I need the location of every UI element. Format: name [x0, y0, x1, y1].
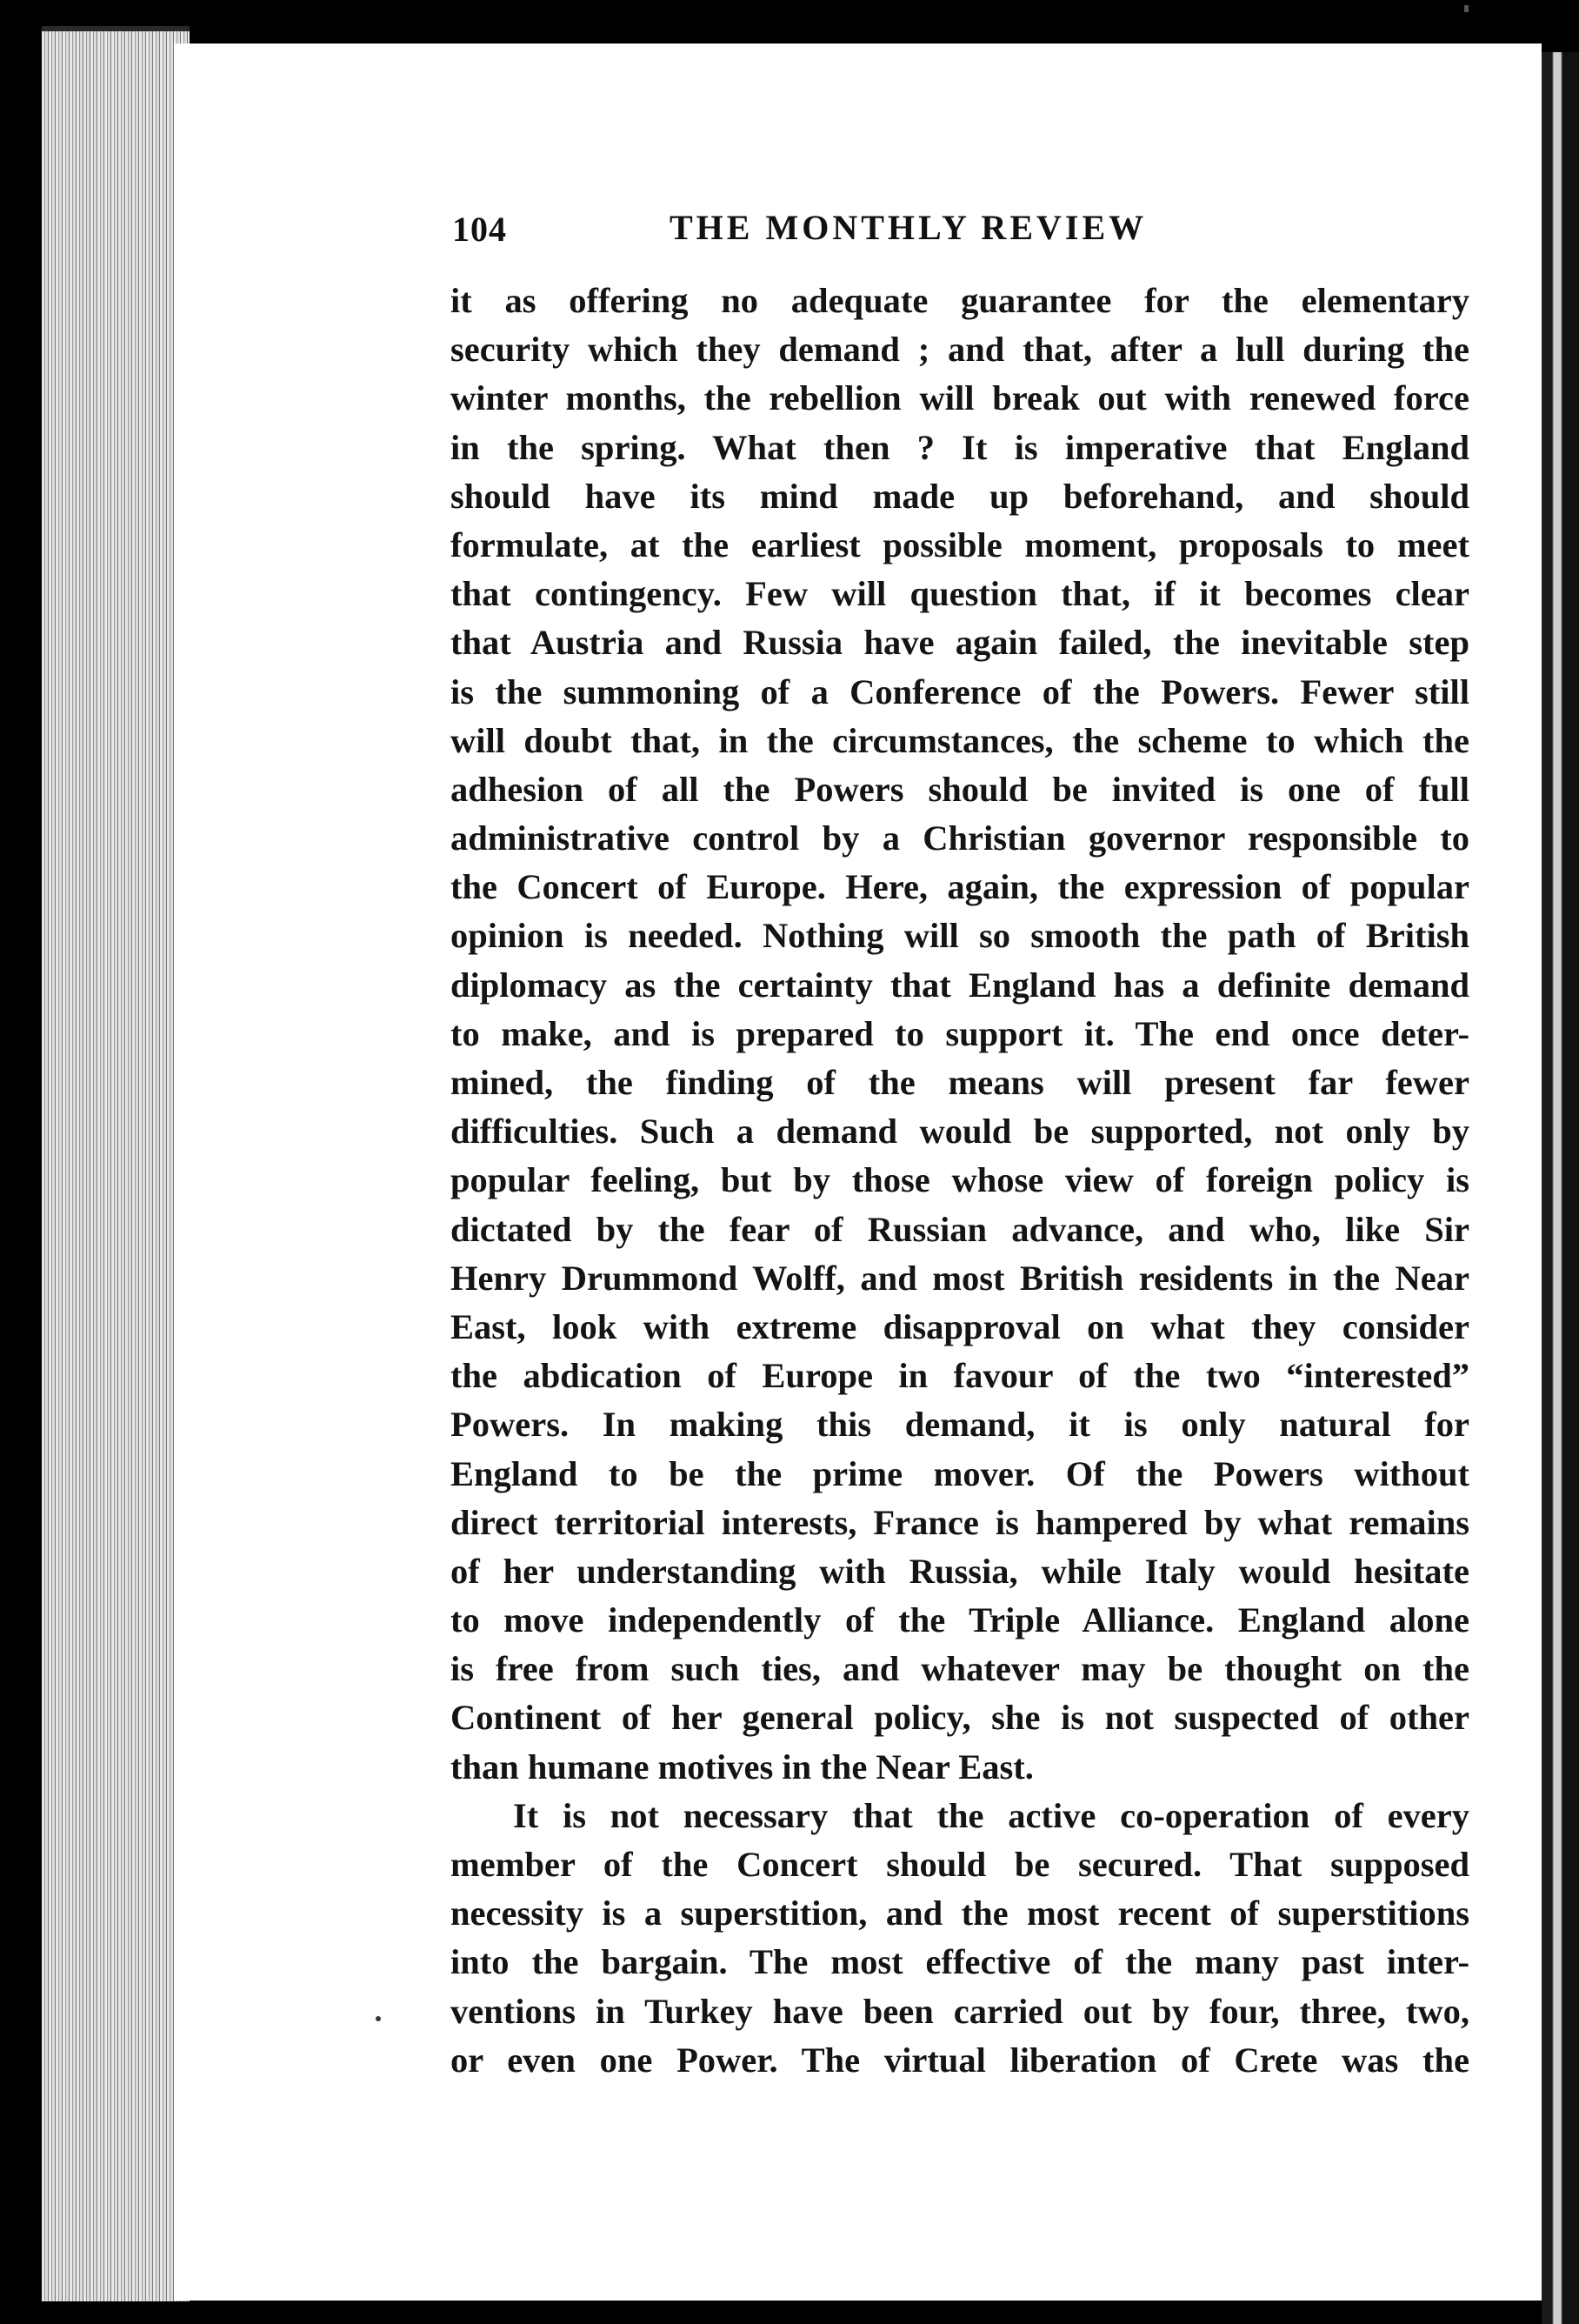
text-line: formulate, at the earliest possible moment, proposals to meet [450, 524, 1469, 564]
page-number: 104 [452, 210, 507, 249]
running-head: THE MONTHLY REVIEW [670, 208, 1148, 247]
text-line: administrative control by a Christian governor responsible to [450, 818, 1469, 858]
text-line: will doubt that, in the circumstances, the scheme to which the [450, 720, 1469, 760]
margin-mark [376, 2016, 381, 2021]
speck [1464, 5, 1469, 12]
text-line: the Concert of Europe. Here, again, the expression of popular [450, 867, 1469, 907]
text-line: should have its mind made up beforehand, and should [450, 476, 1469, 516]
text-line: to make, and is prepared to support it. The end once deter- [450, 1013, 1469, 1053]
text-line: it as offering no adequate guarantee for the elementary [450, 281, 1469, 320]
text-line: Powers. In making this demand, it is only natural for [450, 1405, 1469, 1445]
text-line: popular feeling, but by those whose view of foreign policy is [450, 1160, 1469, 1200]
text-line: difficulties. Such a demand would be supported, not only by [450, 1112, 1469, 1152]
text-line: direct territorial interests, France is hampered by what remains [450, 1502, 1469, 1542]
text-line: winter months, the rebellion will break out with renewed force [450, 378, 1469, 418]
text-line: that contingency. Few will question that, if it becomes clear [450, 574, 1469, 614]
page-edges [42, 26, 190, 2301]
text-line: Continent of her general policy, she is not suspected of other [450, 1698, 1469, 1738]
text-line: diplomacy as the certainty that England has a definite demand [450, 965, 1469, 1005]
text-line: the abdication of Europe in favour of the two “interested” [450, 1356, 1469, 1396]
text-line: that Austria and Russia have again failed, the inevitable step [450, 623, 1469, 663]
text-line: or even one Power. The virtual liberation of Crete was the [450, 2040, 1469, 2080]
text-line: is the summoning of a Conference of the Powers. Fewer still [450, 671, 1469, 711]
text-line: East, look with extreme disapproval on what they consider [450, 1306, 1469, 1346]
text-line: of her understanding with Russia, while Italy would hesitate [450, 1551, 1469, 1591]
text-line: is free from such ties, and whatever may be thought on the [450, 1649, 1469, 1689]
text-line: into the bargain. The most effective of the many past inter- [450, 1942, 1469, 1982]
text-line: security which they demand ; and that, after a lull during the [450, 330, 1469, 370]
paragraph [450, 1792, 1469, 2085]
text-line: in the spring. What then ? It is imperative that England [450, 427, 1469, 467]
text-line: England to be the prime mover. Of the Powers without [450, 1453, 1469, 1493]
body-text [450, 277, 1469, 2085]
text-line: opinion is needed. Nothing will so smooth the path of British [450, 916, 1469, 956]
right-page-edge [1542, 52, 1579, 2324]
text-line: member of the Concert should be secured. That supposed [450, 1845, 1469, 1884]
text-line: than humane motives in the Near East. [450, 1746, 1034, 1786]
page-header [452, 209, 1478, 261]
text-line: ventions in Turkey have been carried out by four, three, two, [450, 1991, 1469, 2031]
text-line: to move independently of the Triple Alliance. England alone [450, 1600, 1469, 1640]
text-line: necessity is a superstition, and the most recent of superstitions [450, 1893, 1469, 1933]
text-line: dictated by the fear of Russian advance, and who, like Sir [450, 1209, 1469, 1249]
text-line: adhesion of all the Powers should be invited is one of full [450, 769, 1469, 809]
text-line: mined, the finding of the means will present far fewer [450, 1063, 1469, 1102]
text-line: It is not necessary that the active co-operation of every [513, 1795, 1469, 1835]
paragraph [450, 277, 1469, 1792]
text-line: Henry Drummond Wolff, and most British residents in the Near [450, 1258, 1469, 1298]
